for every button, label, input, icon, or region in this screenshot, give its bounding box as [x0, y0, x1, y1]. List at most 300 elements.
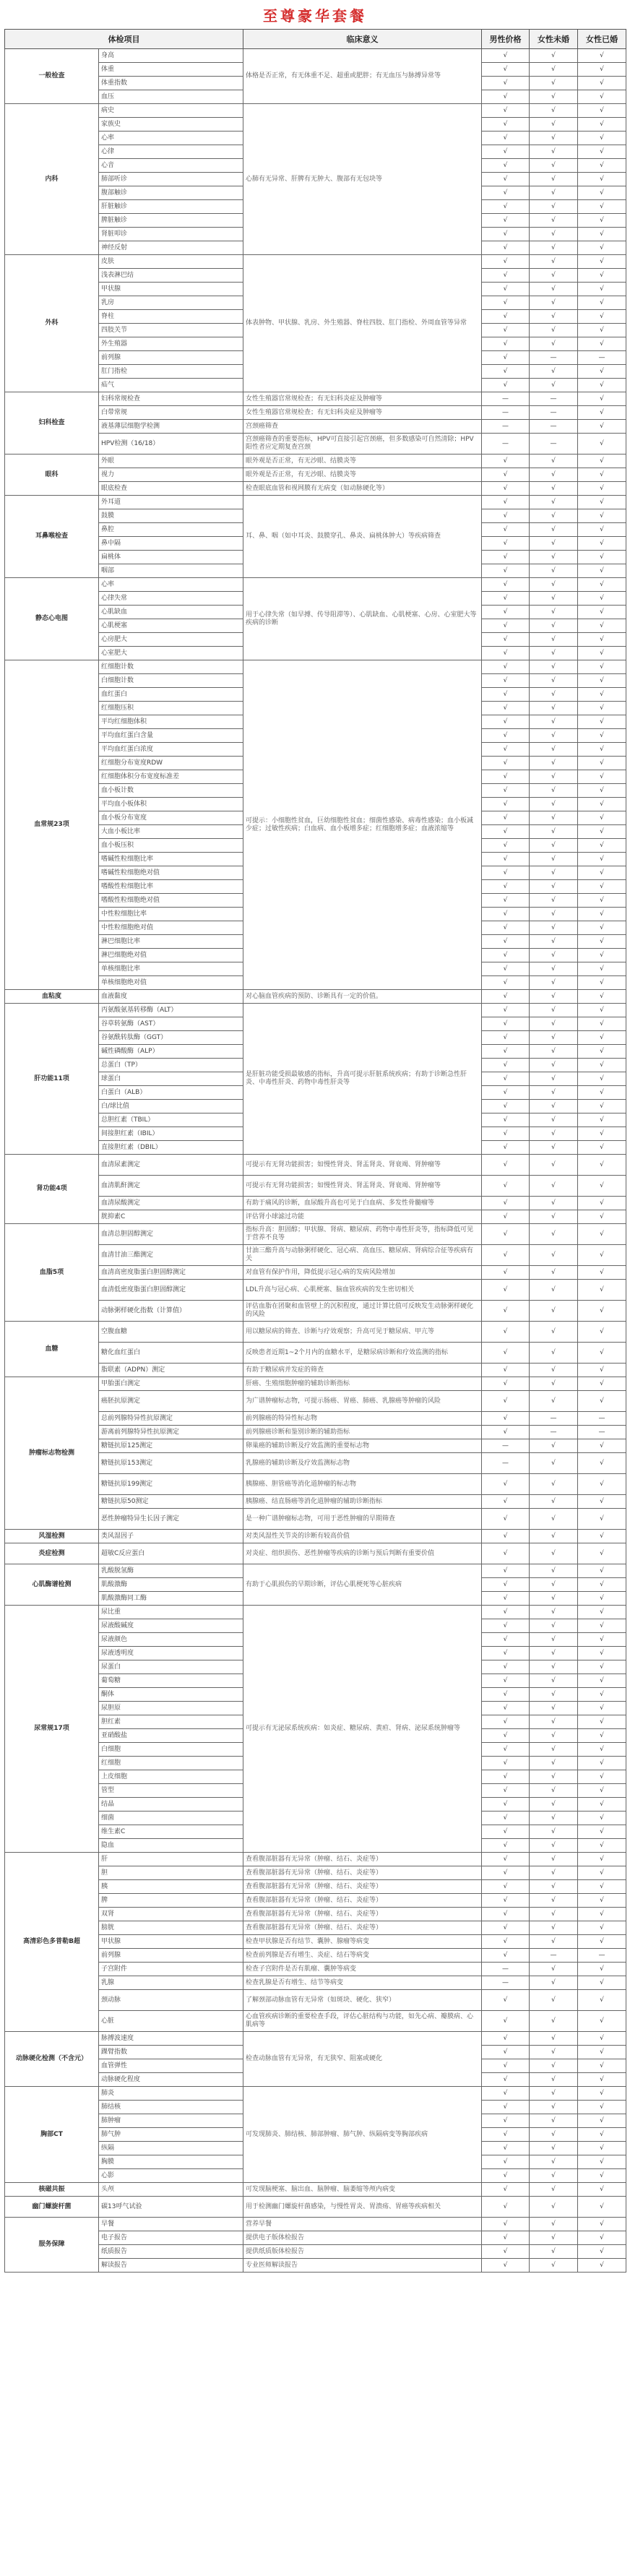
female-unmarried-mark: √ [530, 1757, 578, 1770]
female-married-mark: √ [578, 379, 626, 392]
item-name-cell: 血清高密度脂蛋白胆固醇测定 [99, 1266, 243, 1280]
category-cell: 服务保障 [5, 2218, 99, 2273]
male-mark: √ [482, 1072, 530, 1086]
female-married-mark: √ [578, 564, 626, 578]
male-mark: √ [482, 49, 530, 63]
female-unmarried-mark: √ [530, 1322, 578, 1343]
female-unmarried-mark: √ [530, 1894, 578, 1908]
male-mark: √ [482, 935, 530, 949]
female-married-mark: √ [578, 310, 626, 324]
female-unmarried-mark: √ [530, 2169, 578, 2183]
category-cell: 肝功能11项 [5, 1004, 99, 1155]
female-unmarried-mark: √ [530, 1004, 578, 1017]
category-cell: 内科 [5, 104, 99, 255]
meaning-cell: 检查前列腺是否有增生、炎症、结石等病变 [243, 1949, 482, 1963]
female-married-mark: √ [578, 606, 626, 619]
table-row [5, 1543, 626, 1564]
female-married-mark: √ [578, 990, 626, 1004]
male-mark: √ [482, 1127, 530, 1141]
category-cell: 风湿检测 [5, 1530, 99, 1543]
item-name-cell: 胱抑素C [99, 1210, 243, 1224]
female-unmarried-mark: √ [530, 702, 578, 715]
table-row [5, 2218, 626, 2231]
table-row [5, 392, 626, 406]
table-row [5, 1853, 626, 1866]
female-unmarried-mark: √ [530, 1377, 578, 1391]
female-unmarried-mark: √ [530, 90, 578, 104]
table-row [5, 578, 626, 592]
male-mark: √ [482, 2059, 530, 2073]
meaning-cell: 前列腺癌诊断和鉴别诊断的辅助指标 [243, 1426, 482, 1439]
female-unmarried-mark: √ [530, 283, 578, 296]
meaning-cell: 是肝脏功能受损最敏感的指标，升高可提示肝脏系统疾病；有助于诊断急性肝炎、中毒性肝炎、药物中毒性肝炎等 [243, 1004, 482, 1155]
item-name-cell: 尿蛋白 [99, 1660, 243, 1674]
item-name-cell: 糖链抗原125测定 [99, 1439, 243, 1453]
meaning-cell: 用于心律失常（如早搏、传导阻滞等）、心肌缺血、心肌梗塞、心房、心室肥大等疾病的诊断 [243, 578, 482, 660]
male-mark: √ [482, 1100, 530, 1113]
male-mark: — [482, 420, 530, 434]
male-mark: √ [482, 1301, 530, 1322]
female-married-mark: √ [578, 2101, 626, 2114]
female-married-mark: √ [578, 1474, 626, 1495]
male-mark: √ [482, 1045, 530, 1059]
female-married-mark: √ [578, 866, 626, 880]
female-unmarried-mark: √ [530, 1155, 578, 1176]
male-mark: √ [482, 90, 530, 104]
item-name-cell: 神经反射 [99, 241, 243, 255]
female-married-mark: √ [578, 1176, 626, 1197]
meaning-cell: 女性生殖器官常规检查；有无妇科炎症及肿瘤等 [243, 392, 482, 406]
item-name-cell: 糖链抗原50测定 [99, 1495, 243, 1509]
female-unmarried-mark: √ [530, 880, 578, 894]
female-unmarried-mark: √ [530, 825, 578, 839]
item-name-cell: 白细胞 [99, 1743, 243, 1757]
female-unmarried-mark: √ [530, 633, 578, 647]
table-row [5, 1606, 626, 1619]
item-name-cell: 血清尿素测定 [99, 1155, 243, 1176]
female-married-mark: √ [578, 1592, 626, 1606]
male-mark: √ [482, 1894, 530, 1908]
meaning-cell: 宫颈癌筛查的重要指标，HPV可直接引起宫颈癌，但多数感染可自然清除；HPV阳性者应定期复查宫颈 [243, 434, 482, 455]
male-mark: √ [482, 351, 530, 365]
item-name-cell: 血小板压积 [99, 839, 243, 853]
female-unmarried-mark: √ [530, 592, 578, 606]
female-married-mark: √ [578, 90, 626, 104]
meaning-cell: 对心脑血管疾病的预防、诊断具有一定的价值。 [243, 990, 482, 1004]
female-married-mark: √ [578, 2114, 626, 2128]
male-mark: √ [482, 1412, 530, 1426]
item-name-cell: 疝气 [99, 379, 243, 392]
male-mark: √ [482, 2245, 530, 2259]
female-unmarried-mark: √ [530, 2087, 578, 2101]
female-unmarried-mark: √ [530, 2011, 578, 2032]
meaning-cell: 指标升高：胆固醇；甲状腺、肾病、糖尿病、药物中毒性肝炎等，指标降低可见于营养不良等 [243, 1224, 482, 1245]
female-unmarried-mark: √ [530, 1866, 578, 1880]
female-unmarried-mark: √ [530, 1976, 578, 1990]
female-unmarried-mark: √ [530, 564, 578, 578]
male-mark: √ [482, 1921, 530, 1935]
item-name-cell: 空腹血糖 [99, 1322, 243, 1343]
female-unmarried-mark: √ [530, 660, 578, 674]
item-name-cell: 嗜碱性粒细胞绝对值 [99, 866, 243, 880]
female-married-mark: √ [578, 283, 626, 296]
item-name-cell: 脂联素（ADPN）测定 [99, 1364, 243, 1377]
male-mark: √ [482, 1702, 530, 1715]
meaning-cell: 检查乳腺是否有增生、结节等病变 [243, 1976, 482, 1990]
item-name-cell: 肺肿瘤 [99, 2114, 243, 2128]
male-mark: √ [482, 2128, 530, 2142]
item-name-cell: 身高 [99, 49, 243, 63]
item-name-cell: 中性粒细胞比率 [99, 908, 243, 921]
female-married-mark: √ [578, 455, 626, 468]
table-row [5, 2032, 626, 2046]
female-unmarried-mark: √ [530, 1853, 578, 1866]
female-married-mark: √ [578, 1100, 626, 1113]
item-name-cell: 血管弹性 [99, 2059, 243, 2073]
item-name-cell: 头颅 [99, 2183, 243, 2197]
item-name-cell: 肺气肿 [99, 2128, 243, 2142]
female-married-mark: √ [578, 159, 626, 173]
female-unmarried-mark: — [530, 351, 578, 365]
female-unmarried-mark: √ [530, 1113, 578, 1127]
item-name-cell: 红细胞 [99, 1757, 243, 1770]
female-unmarried-mark: √ [530, 921, 578, 935]
item-name-cell: 血清甘油三酯测定 [99, 1245, 243, 1266]
female-married-mark: √ [578, 674, 626, 688]
female-unmarried-mark: √ [530, 1031, 578, 1045]
meaning-cell: 有助于心肌损伤的早期诊断，评估心肌梗死等心脏疾病 [243, 1564, 482, 1606]
male-mark: √ [482, 1866, 530, 1880]
female-unmarried-mark: √ [530, 688, 578, 702]
male-mark: √ [482, 1853, 530, 1866]
item-name-cell: 管型 [99, 1784, 243, 1798]
female-unmarried-mark: — [530, 1412, 578, 1426]
female-unmarried-mark: √ [530, 2218, 578, 2231]
male-mark: √ [482, 1812, 530, 1825]
item-name-cell: 心房肥大 [99, 633, 243, 647]
male-mark: √ [482, 551, 530, 564]
item-name-cell: 视力 [99, 468, 243, 482]
female-unmarried-mark: √ [530, 2046, 578, 2059]
meaning-cell: 是一种广谱肿瘤标志物，可用于恶性肿瘤的早期筛查 [243, 1509, 482, 1530]
meaning-cell: 可发现肺炎、肺结核、肺部肿瘤、肺气肿、纵隔病变等胸部疾病 [243, 2087, 482, 2183]
meaning-cell: 可提示：小细胞性贫血，巨幼细胞性贫血；细菌性感染、病毒性感染；血小板减少症；过敏性疾病；白血病、血小板增多症；红细胞增多症；血液浓缩等 [243, 660, 482, 990]
male-mark: √ [482, 1210, 530, 1224]
female-unmarried-mark: √ [530, 1364, 578, 1377]
meaning-cell: 检查动脉血管有无异常，有无狭窄、阻塞或硬化 [243, 2032, 482, 2087]
female-unmarried-mark: √ [530, 104, 578, 118]
item-name-cell: 外耳道 [99, 496, 243, 509]
item-name-cell: 甲胎蛋白测定 [99, 1377, 243, 1391]
male-mark: √ [482, 619, 530, 633]
meaning-cell: 对类风湿性关节炎的诊断有较高价值 [243, 1530, 482, 1543]
male-mark: √ [482, 283, 530, 296]
male-mark: √ [482, 1391, 530, 1412]
female-married-mark: √ [578, 2183, 626, 2197]
female-unmarried-mark: √ [530, 1245, 578, 1266]
item-name-cell: 血清总胆固醇测定 [99, 1224, 243, 1245]
female-married-mark: √ [578, 2169, 626, 2183]
male-mark: √ [482, 2046, 530, 2059]
female-married-mark: √ [578, 200, 626, 214]
female-married-mark: √ [578, 1453, 626, 1474]
table-row [5, 1530, 626, 1543]
male-mark: √ [482, 1245, 530, 1266]
female-unmarried-mark: √ [530, 1770, 578, 1784]
female-married-mark: √ [578, 337, 626, 351]
male-mark: √ [482, 132, 530, 145]
female-married-mark: √ [578, 1141, 626, 1155]
female-married-mark: √ [578, 1908, 626, 1921]
item-name-cell: 平均红细胞体积 [99, 715, 243, 729]
item-name-cell: 尿液颜色 [99, 1633, 243, 1647]
item-name-cell: 心影 [99, 2169, 243, 2183]
female-married-mark: √ [578, 688, 626, 702]
meaning-cell: 女性生殖器官常规检查；有无妇科炎症及肿瘤等 [243, 406, 482, 420]
item-name-cell: 胆 [99, 1866, 243, 1880]
female-married-mark: √ [578, 1266, 626, 1280]
item-name-cell: 红细胞体积分布宽度标准差 [99, 770, 243, 784]
female-married-mark: √ [578, 757, 626, 770]
item-name-cell: 胸膜 [99, 2155, 243, 2169]
item-name-cell: 嗜酸性粒细胞绝对值 [99, 894, 243, 908]
male-mark: √ [482, 2073, 530, 2087]
female-married-mark: √ [578, 1301, 626, 1322]
male-mark: √ [482, 379, 530, 392]
male-mark: √ [482, 811, 530, 825]
female-married-mark: √ [578, 825, 626, 839]
item-name-cell: 妇科常规检查 [99, 392, 243, 406]
item-name-cell: 隐血 [99, 1839, 243, 1853]
female-unmarried-mark: √ [530, 537, 578, 551]
female-married-mark: √ [578, 523, 626, 537]
female-married-mark: √ [578, 784, 626, 798]
female-unmarried-mark: √ [530, 1839, 578, 1853]
male-mark: √ [482, 1688, 530, 1702]
male-mark: √ [482, 1839, 530, 1853]
female-unmarried-mark: √ [530, 578, 578, 592]
female-unmarried-mark: √ [530, 1343, 578, 1364]
meaning-cell: 查看腹部脏器有无异常（肿瘤、结石、炎症等） [243, 1853, 482, 1866]
meaning-cell: 查看腹部脏器有无异常（肿瘤、结石、炎症等） [243, 1880, 482, 1894]
female-unmarried-mark: √ [530, 729, 578, 743]
female-unmarried-mark: √ [530, 757, 578, 770]
meaning-cell: 眼外观是否正常，有无沙眼、结膜炎等 [243, 468, 482, 482]
male-mark: √ [482, 159, 530, 173]
female-married-mark: √ [578, 1031, 626, 1045]
female-unmarried-mark: √ [530, 310, 578, 324]
female-married-mark: √ [578, 880, 626, 894]
male-mark: √ [482, 1426, 530, 1439]
female-unmarried-mark: √ [530, 606, 578, 619]
male-mark: √ [482, 1564, 530, 1578]
female-unmarried-mark: √ [530, 214, 578, 228]
male-mark: √ [482, 729, 530, 743]
item-name-cell: 红细胞分布宽度RDW [99, 757, 243, 770]
meaning-cell: 心肺有无异常、肝脾有无肿大、腹部有无包块等 [243, 104, 482, 255]
table-row [5, 49, 626, 63]
meaning-cell: 检查子宫附件是否有肌瘤、囊肿等病变 [243, 1963, 482, 1976]
item-name-cell: 外生殖器 [99, 337, 243, 351]
female-married-mark: √ [578, 770, 626, 784]
item-name-cell: 血压 [99, 90, 243, 104]
category-cell: 炎症检测 [5, 1543, 99, 1564]
table-row [5, 990, 626, 1004]
female-unmarried-mark: √ [530, 1660, 578, 1674]
female-married-mark: √ [578, 49, 626, 63]
female-married-mark: √ [578, 537, 626, 551]
male-mark: √ [482, 104, 530, 118]
male-mark: √ [482, 523, 530, 537]
female-married-mark: √ [578, 1921, 626, 1935]
female-unmarried-mark: √ [530, 715, 578, 729]
female-married-mark: √ [578, 145, 626, 159]
female-married-mark: √ [578, 1439, 626, 1453]
female-unmarried-mark: √ [530, 1453, 578, 1474]
female-married-mark: √ [578, 1674, 626, 1688]
male-mark: √ [482, 1578, 530, 1592]
item-name-cell: 病史 [99, 104, 243, 118]
female-unmarried-mark: √ [530, 1935, 578, 1949]
female-married-mark: √ [578, 296, 626, 310]
female-unmarried-mark: √ [530, 770, 578, 784]
male-mark: √ [482, 2142, 530, 2155]
category-cell: 眼科 [5, 455, 99, 496]
item-name-cell: 肝 [99, 1853, 243, 1866]
male-mark: √ [482, 496, 530, 509]
male-mark: √ [482, 1619, 530, 1633]
female-unmarried-mark: √ [530, 1197, 578, 1210]
female-married-mark: — [578, 1426, 626, 1439]
female-unmarried-mark: √ [530, 1017, 578, 1031]
category-cell: 血脂5项 [5, 1224, 99, 1322]
item-name-cell: 心率 [99, 132, 243, 145]
category-cell: 高清彩色多普勒B超 [5, 1853, 99, 2032]
female-married-mark: √ [578, 392, 626, 406]
female-unmarried-mark: √ [530, 200, 578, 214]
female-unmarried-mark: √ [530, 1086, 578, 1100]
female-married-mark: √ [578, 406, 626, 420]
item-name-cell: 尿液酸碱度 [99, 1619, 243, 1633]
item-name-cell: 总前列腺特异性抗原测定 [99, 1412, 243, 1426]
female-unmarried-mark: √ [530, 2197, 578, 2218]
male-mark: √ [482, 2011, 530, 2032]
female-unmarried-mark: √ [530, 186, 578, 200]
item-name-cell: 血清尿酸测定 [99, 1197, 243, 1210]
female-married-mark: √ [578, 1770, 626, 1784]
female-unmarried-mark: √ [530, 647, 578, 660]
female-unmarried-mark: √ [530, 455, 578, 468]
item-name-cell: 脉搏波速度 [99, 2032, 243, 2046]
item-name-cell: 四肢关节 [99, 324, 243, 337]
item-name-cell: 酮体 [99, 1688, 243, 1702]
female-married-mark: — [578, 1949, 626, 1963]
female-unmarried-mark: √ [530, 1592, 578, 1606]
table-row [5, 2183, 626, 2197]
male-mark: √ [482, 2259, 530, 2273]
female-unmarried-mark: √ [530, 1606, 578, 1619]
meaning-cell: 查看腹部脏器有无异常（肿瘤、结石、炎症等） [243, 1894, 482, 1908]
female-married-mark: √ [578, 255, 626, 269]
female-unmarried-mark: √ [530, 1921, 578, 1935]
item-name-cell: 白/球比值 [99, 1100, 243, 1113]
female-married-mark: √ [578, 2011, 626, 2032]
female-married-mark: √ [578, 1702, 626, 1715]
female-unmarried-mark: √ [530, 228, 578, 241]
meaning-cell: 卵巢癌的辅助诊断及疗效监测的重要标志物 [243, 1439, 482, 1453]
female-unmarried-mark: √ [530, 1963, 578, 1976]
item-name-cell: 脾 [99, 1894, 243, 1908]
female-unmarried-mark: √ [530, 1715, 578, 1729]
female-married-mark: √ [578, 1224, 626, 1245]
female-unmarried-mark: √ [530, 379, 578, 392]
female-unmarried-mark: √ [530, 63, 578, 77]
item-name-cell: 间接胆红素（IBIL） [99, 1127, 243, 1141]
female-unmarried-mark: √ [530, 1633, 578, 1647]
female-married-mark: √ [578, 1894, 626, 1908]
table-row [5, 1224, 626, 1245]
item-name-cell: 电子报告 [99, 2231, 243, 2245]
female-unmarried-mark: √ [530, 949, 578, 962]
male-mark: √ [482, 468, 530, 482]
male-mark: — [482, 1976, 530, 1990]
male-mark: √ [482, 482, 530, 496]
female-married-mark: √ [578, 104, 626, 118]
item-name-cell: 总蛋白（TP） [99, 1059, 243, 1072]
female-unmarried-mark: √ [530, 1127, 578, 1141]
item-name-cell: 癌胚抗原测定 [99, 1391, 243, 1412]
female-unmarried-mark: √ [530, 1798, 578, 1812]
female-married-mark: √ [578, 1391, 626, 1412]
item-name-cell: 糖链抗原153测定 [99, 1453, 243, 1474]
female-unmarried-mark: √ [530, 839, 578, 853]
female-married-mark: √ [578, 132, 626, 145]
female-unmarried-mark: √ [530, 853, 578, 866]
item-name-cell: 尿比重 [99, 1606, 243, 1619]
male-mark: — [482, 1963, 530, 1976]
male-mark: √ [482, 2155, 530, 2169]
male-mark: √ [482, 255, 530, 269]
female-unmarried-mark: √ [530, 1619, 578, 1633]
item-name-cell: 肌酸激酶 [99, 1578, 243, 1592]
item-name-cell: 乳腺 [99, 1976, 243, 1990]
item-name-cell: 亚硝酸盐 [99, 1729, 243, 1743]
female-married-mark: √ [578, 1798, 626, 1812]
male-mark: √ [482, 1757, 530, 1770]
item-name-cell: 甲状腺 [99, 283, 243, 296]
meaning-cell: 可提示有无肾功能损害；如慢性肾炎、肾盂肾炎、肾衰竭、肾肿瘤等 [243, 1176, 482, 1197]
item-name-cell: 谷氨酰转肽酶（GGT） [99, 1031, 243, 1045]
column-header-meaning: 临床意义 [243, 30, 482, 49]
item-name-cell: 碱性磷酸酶（ALP） [99, 1045, 243, 1059]
meaning-cell: 用以糖尿病的筛查、诊断与疗效观察；升高可见于糖尿病、甲亢等 [243, 1322, 482, 1343]
female-married-mark: √ [578, 1072, 626, 1086]
female-unmarried-mark: √ [530, 976, 578, 990]
meaning-cell: 对血管有保护作用，降低提示冠心病的发病风险增加 [243, 1266, 482, 1280]
female-unmarried-mark: √ [530, 2183, 578, 2197]
male-mark: √ [482, 564, 530, 578]
meaning-cell: 为广谱肿瘤标志物，可提示肠癌、胃癌、肺癌、乳腺癌等肿瘤的风险 [243, 1391, 482, 1412]
item-name-cell: 细菌 [99, 1812, 243, 1825]
male-mark: √ [482, 1592, 530, 1606]
female-married-mark: √ [578, 63, 626, 77]
male-mark: √ [482, 976, 530, 990]
male-mark: √ [482, 592, 530, 606]
male-mark: √ [482, 1031, 530, 1045]
item-name-cell: 白带常规 [99, 406, 243, 420]
item-name-cell: 甲状腺 [99, 1935, 243, 1949]
item-name-cell: 心音 [99, 159, 243, 173]
